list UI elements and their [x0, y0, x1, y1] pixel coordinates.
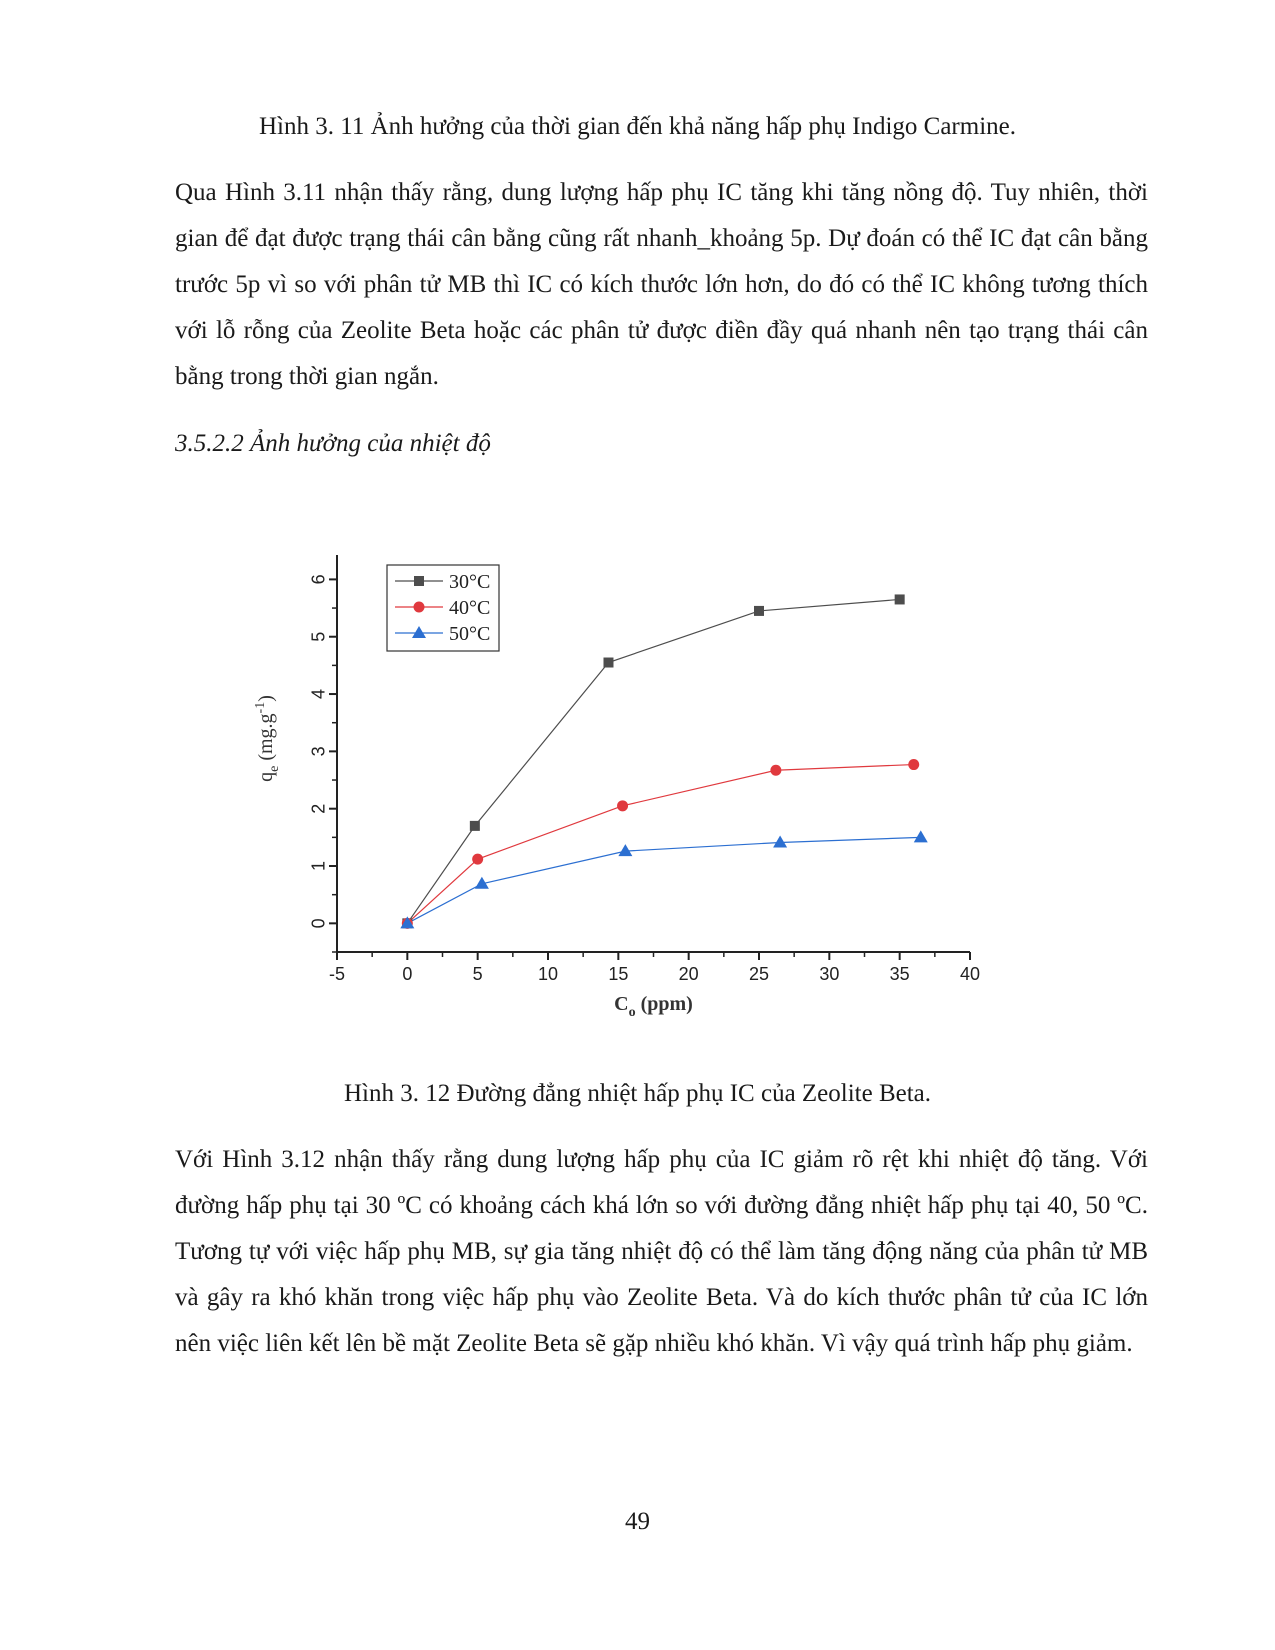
x-tick-label: 5	[472, 964, 483, 984]
x-tick-label: -5	[328, 964, 346, 984]
y-tick-label: 2	[308, 803, 329, 814]
y-axis-ticks	[309, 555, 337, 952]
figure-3-11-caption: Hình 3. 11 Ảnh hưởng của thời gian đến khả năng hấp phụ Indigo Carmine.	[259, 113, 1016, 140]
x-tick-label: 40	[959, 964, 981, 984]
page-number: 49	[625, 1508, 650, 1535]
series-line-2	[407, 765, 913, 924]
y-tick-label: 4	[308, 689, 329, 700]
data-point-1	[470, 821, 480, 831]
x-tick-label: 15	[608, 964, 629, 984]
x-tick-label: 25	[748, 964, 770, 984]
section-heading: 3.5.2.2 Ảnh hưởng của nhiệt độ	[175, 430, 491, 457]
data-point-1	[895, 594, 905, 604]
y-tick-label: 5	[308, 631, 329, 642]
y-tick-label: 1	[308, 861, 329, 872]
x-tick-label: 30	[819, 964, 840, 984]
data-point-3	[618, 844, 632, 856]
x-axis-label: $C_o$ (ppm)	[614, 993, 693, 1020]
y-tick-label: 3	[308, 746, 329, 757]
series-line-3	[407, 837, 920, 923]
data-point-2	[908, 759, 919, 770]
paragraph-2: Với Hình 3.12 nhận thấy rằng dung lượng hấp phụ của IC giảm rõ rệt khi nhiệt độ tăng. Với đường hấp phụ tại 30 ºC có khoảng cách khá lớn so với đường đẳng nhiệt hấp phụ tại 40, 50 ºC. Tương tự với việc hấp phụ MB, sự gia tăng nhiệt độ có thể làm tăng động năng của phân tử MB và gây ra khó khăn trong việc hấp phụ vào Zeolite Beta. Và do kích thước phân tử của IC lớn nên việc liên kết lên bề mặt Zeolite Beta sẽ gặp nhiều khó khăn. Vì vậy quá trình hấp phụ giảm.	[175, 1146, 1148, 1357]
data-point-1	[603, 658, 613, 668]
data-point-2	[472, 854, 483, 865]
y-tick-label: 0	[308, 918, 329, 929]
data-point-2	[770, 765, 781, 776]
x-axis-ticks	[329, 952, 980, 984]
x-tick-label: 10	[537, 964, 559, 984]
legend-label-1: 30°C	[449, 571, 491, 593]
data-point-1	[754, 606, 764, 616]
legend-marker-1	[414, 576, 424, 586]
data-point-3	[773, 836, 787, 848]
x-tick-label: 20	[678, 964, 699, 984]
data-point-3	[914, 830, 928, 842]
legend-marker-2	[414, 602, 425, 613]
y-tick-label: 6	[308, 574, 329, 585]
x-tick-label: 0	[402, 964, 413, 984]
legend-label-3: 50°C	[449, 623, 491, 645]
x-tick-label: 35	[889, 964, 910, 984]
chart-legend	[387, 565, 499, 651]
paragraph-1: Qua Hình 3.11 nhận thấy rằng, dung lượng hấp phụ IC tăng khi tăng nồng độ. Tuy nhiên, thời gian để đạt được trạng thái cân bằng cũng rất nhanh_khoảng 5p. Dự đoán có thể IC đạt cân bằng trước 5p vì so với phân tử MB thì IC có kích thước lớn hơn, do đó có thể IC không tương thích với lỗ rỗng của Zeolite Beta hoặc các phân tử được điền đầy quá nhanh nên tạo trạng thái cân bằng trong thời gian ngắn.	[175, 179, 1148, 390]
data-point-2	[617, 800, 628, 811]
isotherm-chart	[240, 555, 1000, 1035]
figure-3-12-caption: Hình 3. 12 Đường đẳng nhiệt hấp phụ IC của Zeolite Beta.	[343, 1080, 932, 1107]
legend-label-2: 40°C	[449, 597, 491, 619]
y-axis-label: $q_e$ $(mg.g^{-1})$	[253, 695, 282, 782]
